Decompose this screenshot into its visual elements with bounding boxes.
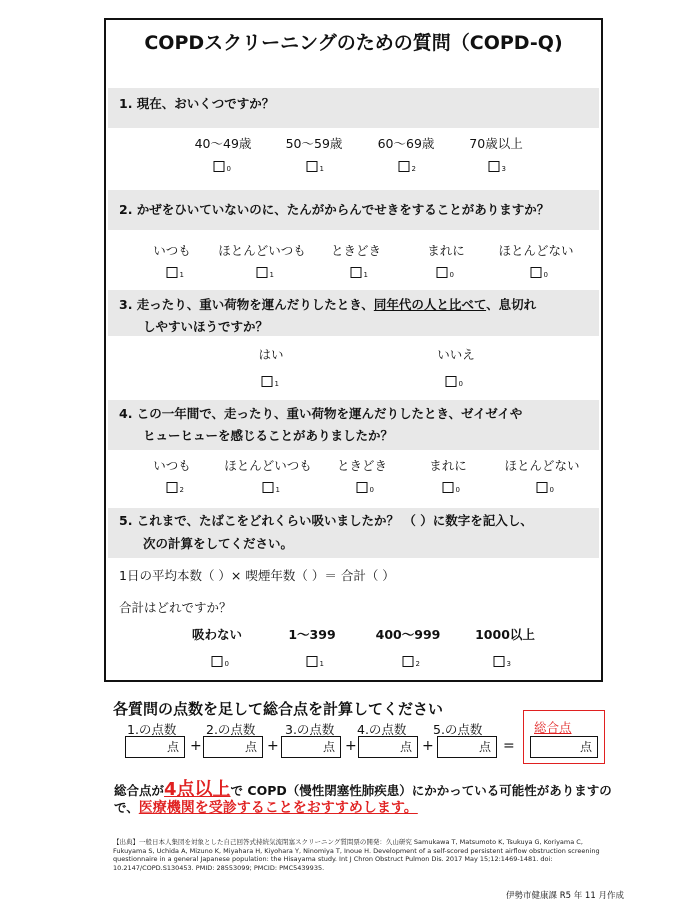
q5-checkbox[interactable]	[494, 656, 511, 668]
question-3-text: 3. 走ったり、重い荷物を運んだりしたとき、	[119, 297, 374, 312]
plus-sign: +	[422, 738, 434, 754]
q4-option: ときどき	[336, 458, 388, 473]
score-label: 0	[543, 271, 548, 279]
score-label: 1	[275, 486, 280, 494]
plus-sign: +	[267, 738, 279, 754]
question-5-line2: 次の計算をしてください。	[143, 536, 294, 551]
q4-checkbox[interactable]	[263, 482, 280, 494]
questionnaire-frame	[104, 18, 603, 682]
q3-option: はい	[258, 347, 284, 362]
q4-checkbox[interactable]	[167, 482, 184, 494]
question-3-text: 、息切れ	[486, 297, 537, 312]
q2-option: ときどき	[330, 243, 382, 258]
footer-credit: 伊勢市健康課 R5 年 11 月作成	[506, 891, 624, 901]
score-label-2: 2.の点数	[206, 722, 256, 737]
score-label: 0	[455, 486, 460, 494]
q2-checkbox[interactable]	[531, 267, 548, 279]
q1-option: 60～69歳	[377, 136, 435, 151]
q4-option: いつも	[153, 458, 191, 473]
note-text: で、	[114, 800, 139, 815]
score-label: 3	[501, 165, 506, 173]
score-label: 1	[274, 380, 279, 388]
plus-sign: +	[345, 738, 357, 754]
q4-checkbox[interactable]	[443, 482, 460, 494]
result-note-line2	[114, 797, 418, 817]
score-unit: 点	[399, 740, 412, 754]
score-label-3: 3.の点数	[285, 722, 335, 737]
note-text: 総合点が	[114, 783, 165, 798]
score-label: 2	[415, 660, 420, 668]
score-label: 0	[369, 486, 374, 494]
score-box-4[interactable]	[358, 736, 418, 758]
total-question: 合計はどれですか？	[119, 600, 232, 615]
score-label: 3	[506, 660, 511, 668]
q3-checkbox[interactable]	[262, 376, 279, 388]
source-citation: 【出典】一般日本人集団を対象とした自己回答式持続気流閉塞スクリーニング質問票の開発：久山研究 Samukawa T, Matsumoto K, Tsukuya G, Koriyama C, Fukuyama S, Uchida A, Mizuno K, Miyahara H, Kiyohara Y, Ninomiya T, Inoue H. Development of a self-scored persistent airflow obstruction screening questionnaire in a general Japanese population: the Hisayama study. Int J Chron Obstruct Pulmon Dis. 2017 May 15;12:1469-1481. doi: 10.2147/COPD.S130453. PMID: 28553099; PMCID: PMC5439935.	[113, 838, 600, 872]
q4-checkbox[interactable]	[357, 482, 374, 494]
question-4: 4. この一年間で、走ったり、重い荷物を運んだりしたとき、ゼイゼイや	[119, 406, 523, 421]
score-label: 0	[224, 660, 229, 668]
q1-checkbox[interactable]	[489, 161, 506, 173]
smoking-calculation[interactable]: 1日の平均本数（ ）× 喫煙年数（ ）＝ 合計（ ）	[119, 568, 395, 583]
question-3	[119, 294, 536, 316]
score-label: 1	[363, 271, 368, 279]
q1-checkbox[interactable]	[307, 161, 324, 173]
q5-checkbox[interactable]	[212, 656, 229, 668]
summary-title: 各質問の点数を足して総合点を計算してください	[113, 700, 444, 718]
q2-checkbox[interactable]	[437, 267, 454, 279]
score-label-1: 1.の点数	[127, 722, 177, 737]
question-5: 5. これまで、たばこをどれくらい吸いましたか？ （ ）に数字を記入し、	[119, 513, 533, 528]
question-3-emphasis: 同年代の人と比べて	[373, 297, 487, 312]
q2-checkbox[interactable]	[167, 267, 184, 279]
score-box-5[interactable]	[437, 736, 497, 758]
question-1: 1. 現在、おいくつですか？	[119, 96, 275, 111]
note-text: で COPD（慢性閉塞性肺疾患）にかかっている可能性がありますの	[230, 783, 612, 798]
q5-checkbox[interactable]	[403, 656, 420, 668]
q5-option: 1～399	[288, 627, 336, 642]
recommendation: 医療機関を受診することをおすすめします。	[138, 800, 418, 816]
score-label: 0	[458, 380, 463, 388]
score-unit: 点	[322, 740, 335, 754]
question-3-line2: しやすいほうですか？	[143, 319, 269, 334]
total-score-box[interactable]	[530, 736, 598, 758]
q4-option: ほとんどない	[504, 458, 580, 473]
q5-checkbox[interactable]	[307, 656, 324, 668]
q2-option: ほとんどいつも	[218, 243, 306, 258]
q2-checkbox[interactable]	[351, 267, 368, 279]
score-label: 1	[319, 165, 324, 173]
q3-checkbox[interactable]	[446, 376, 463, 388]
plus-sign: +	[190, 738, 202, 754]
score-box-1[interactable]	[125, 736, 185, 758]
q2-option: いつも	[153, 243, 191, 258]
q2-checkbox[interactable]	[257, 267, 274, 279]
score-label: 1	[319, 660, 324, 668]
score-box-2[interactable]	[203, 736, 263, 758]
total-score-panel	[523, 710, 605, 764]
score-label: 0	[449, 271, 454, 279]
score-unit: 点	[478, 740, 491, 754]
q3-option: いいえ	[437, 347, 475, 362]
q1-option: 40～49歳	[194, 136, 252, 151]
q2-option: ほとんどない	[498, 243, 574, 258]
question-2: 2. かぜをひいていないのに、たんがからんでせきをすることがありますか？	[119, 202, 550, 217]
q1-option: 70歳以上	[469, 136, 523, 151]
q5-option: 400～999	[375, 627, 441, 642]
q1-checkbox[interactable]	[214, 161, 231, 173]
score-label-5: 5.の点数	[433, 722, 483, 737]
score-label: 2	[179, 486, 184, 494]
q1-checkbox[interactable]	[399, 161, 416, 173]
score-label: 1	[179, 271, 184, 279]
score-unit: 点	[579, 740, 592, 754]
q4-option: ほとんどいつも	[224, 458, 312, 473]
score-label: 2	[411, 165, 416, 173]
q4-checkbox[interactable]	[537, 482, 554, 494]
equals-sign: =	[503, 738, 515, 754]
q2-option: まれに	[427, 243, 465, 258]
form-title: COPDスクリーニングのための質問（COPD-Q)	[144, 32, 563, 54]
score-label: 1	[269, 271, 274, 279]
q4-option: まれに	[429, 458, 467, 473]
score-box-3[interactable]	[281, 736, 341, 758]
score-unit: 点	[166, 740, 179, 754]
total-score-label: 総合点	[534, 720, 572, 735]
q5-option: 1000以上	[475, 627, 535, 642]
q5-option: 吸わない	[191, 627, 243, 642]
score-label: 0	[549, 486, 554, 494]
score-unit: 点	[244, 740, 257, 754]
threshold-highlight: 4点以上	[164, 779, 231, 800]
q1-option: 50～59歳	[285, 136, 343, 151]
question-4-line2: ヒューヒューを感じることがありましたか？	[143, 428, 394, 443]
score-label-4: 4.の点数	[357, 722, 407, 737]
score-label: 0	[226, 165, 231, 173]
